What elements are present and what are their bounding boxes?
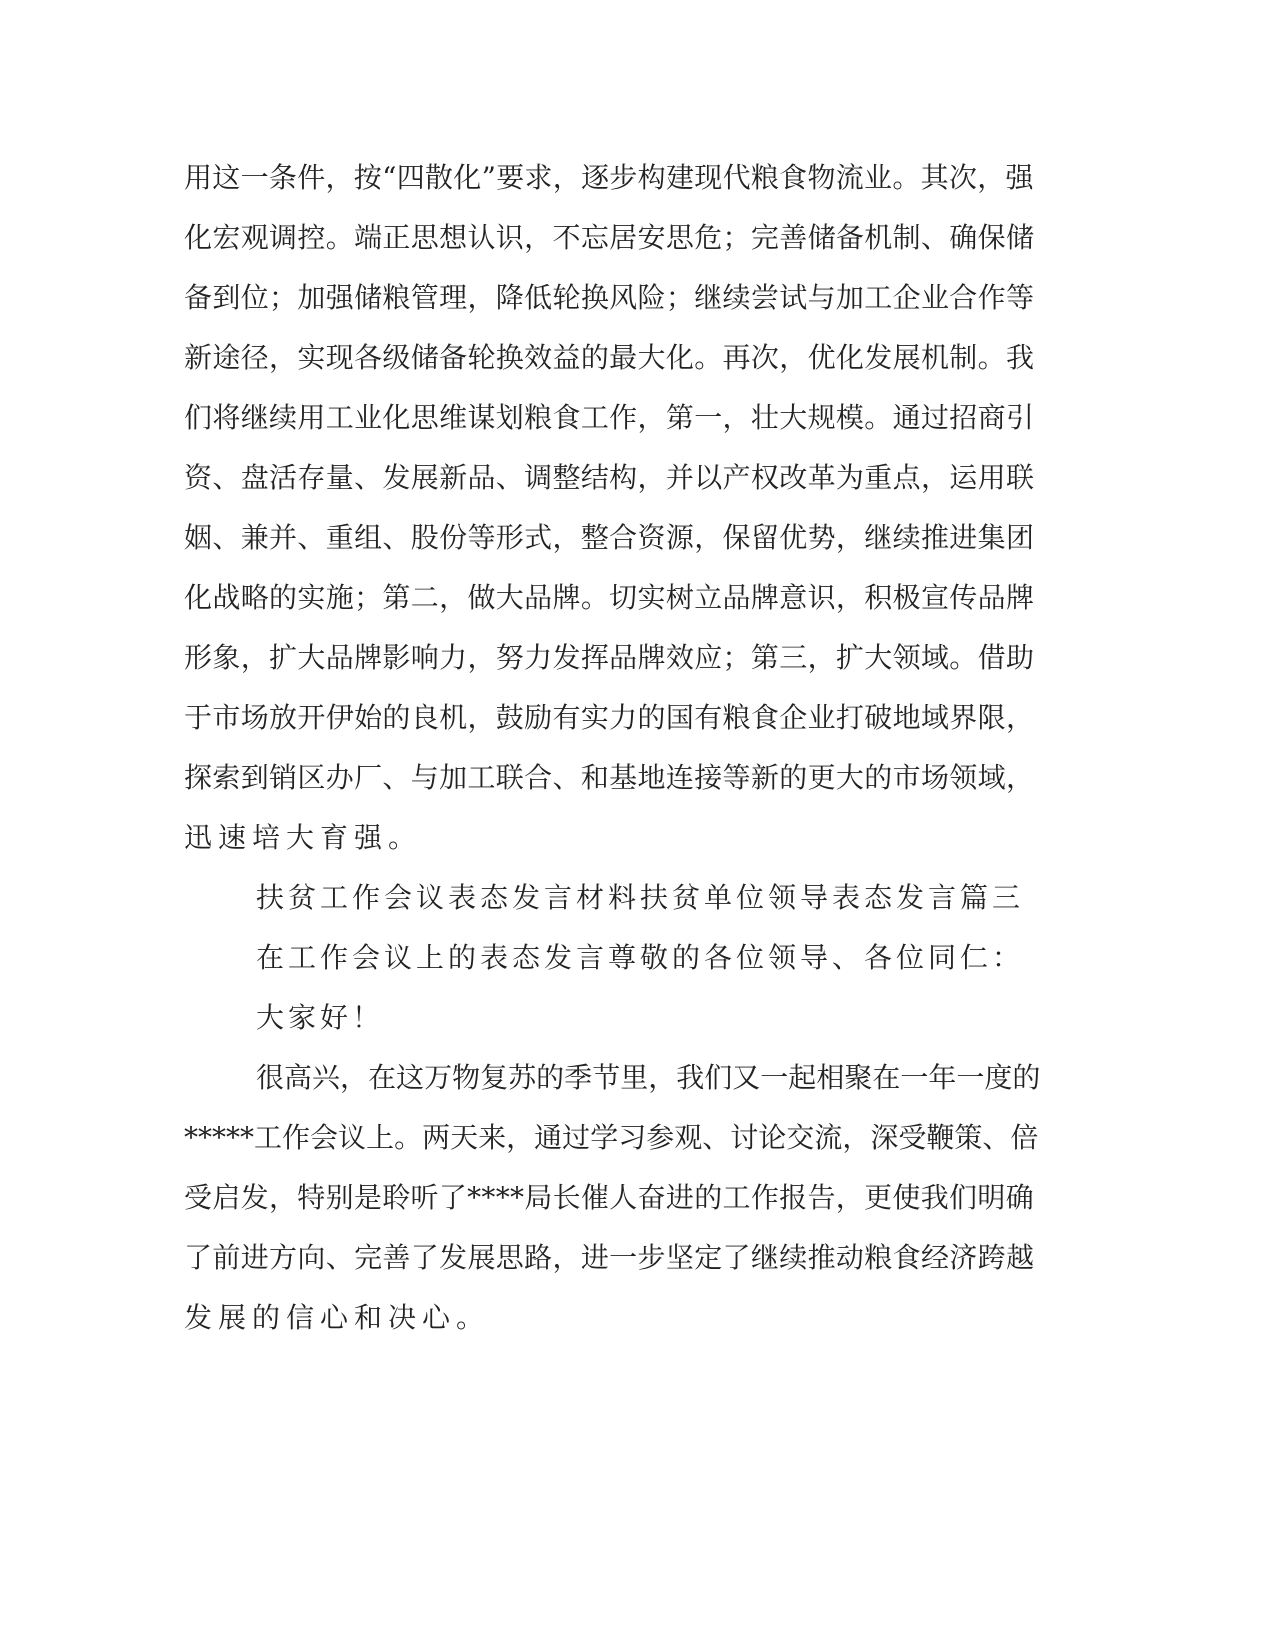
text-line	[184, 808, 1034, 868]
greeting-text: 大家好！	[256, 1001, 385, 1034]
heading-text: 扶贫工作会议表态发言材料扶贫单位领导表态发言篇三	[256, 881, 1025, 914]
speech-title	[184, 928, 1034, 988]
text-line: 用 这 一 条 件 ， 按 “ 四 散 化 ” 要 求 ， 逐 步 构 建 现 代 粮 食 物 流 业 。 其 次 ， 强	[184, 161, 1034, 194]
text-line: 探 索 到 销 区 办 厂 、 与 加 工 联 合 、 和 基 地 连 接 等 新 的 更 大 的 市 场 领 域 ，	[184, 761, 1034, 794]
greeting	[184, 988, 1034, 1048]
text-line: 很 高 兴 ， 在 这 万 物 复 苏 的 季 节 里 ， 我 们 又 一 起 相 聚 在 一 年 一 度 的	[256, 1061, 1041, 1094]
speech-title-text: 在工作会议上的表态发言尊敬的各位领导、各位同仁：	[256, 941, 1025, 974]
line-text: 迅速培大育强。	[184, 821, 423, 854]
text-line: 资 、 盘 活 存 量 、 发 展 新 品 、 调 整 结 构 ， 并 以 产 权 改 革 为 重 点 ， 运 用 联	[184, 461, 1034, 494]
text-line	[184, 1288, 1034, 1348]
line-text: 发展的信心和决心。	[184, 1301, 491, 1334]
text-line: 形 象 ， 扩 大 品 牌 影 响 力 ， 努 力 发 挥 品 牌 效 应 ； 第 三 ， 扩 大 领 域 。 借 助	[184, 641, 1034, 674]
document-body	[184, 148, 1041, 1348]
text-line: 化 战 略 的 实 施 ； 第 二 ， 做 大 品 牌 。 切 实 树 立 品 牌 意 识 ， 积 极 宣 传 品 牌	[184, 581, 1034, 614]
text-line: 受 启 发 ， 特 别 是 聆 听 了 * * * * 局 长 催 人 奋 进 的 工 作 报 告 ， 更 使 我 们 明 确	[184, 1181, 1034, 1214]
text-line: 姻 、 兼 并 、 重 组 、 股 份 等 形 式 ， 整 合 资 源 ， 保 留 优 势 ， 继 续 推 进 集 团	[184, 521, 1034, 554]
text-line: * * * * * 工 作 会 议 上 。 两 天 来 ， 通 过 学 习 参 观 、 讨 论 交 流 ， 深 受 鞭 策 、 倍	[184, 1121, 1039, 1154]
text-line: 们 将 继 续 用 工 业 化 思 维 谋 划 粮 食 工 作 ， 第 一 ， 壮 大 规 模 。 通 过 招 商 引	[184, 401, 1034, 434]
text-line: 新 途 径 ， 实 现 各 级 储 备 轮 换 效 益 的 最 大 化 。 再 次 ， 优 化 发 展 机 制 。 我	[184, 341, 1034, 374]
text-line: 备 到 位 ； 加 强 储 粮 管 理 ， 降 低 轮 换 风 险 ； 继 续 尝 试 与 加 工 企 业 合 作 等	[184, 281, 1034, 314]
text-line: 于 市 场 放 开 伊 始 的 良 机 ， 鼓 励 有 实 力 的 国 有 粮 食 企 业 打 破 地 域 界 限 ，	[184, 701, 1034, 734]
text-line: 了 前 进 方 向 、 完 善 了 发 展 思 路 ， 进 一 步 坚 定 了 继 续 推 动 粮 食 经 济 跨 越	[184, 1241, 1034, 1274]
text-line: 化 宏 观 调 控 。 端 正 思 想 认 识 ， 不 忘 居 安 思 危 ； 完 善 储 备 机 制 、 确 保 储	[184, 221, 1034, 254]
section-heading	[184, 868, 1034, 928]
